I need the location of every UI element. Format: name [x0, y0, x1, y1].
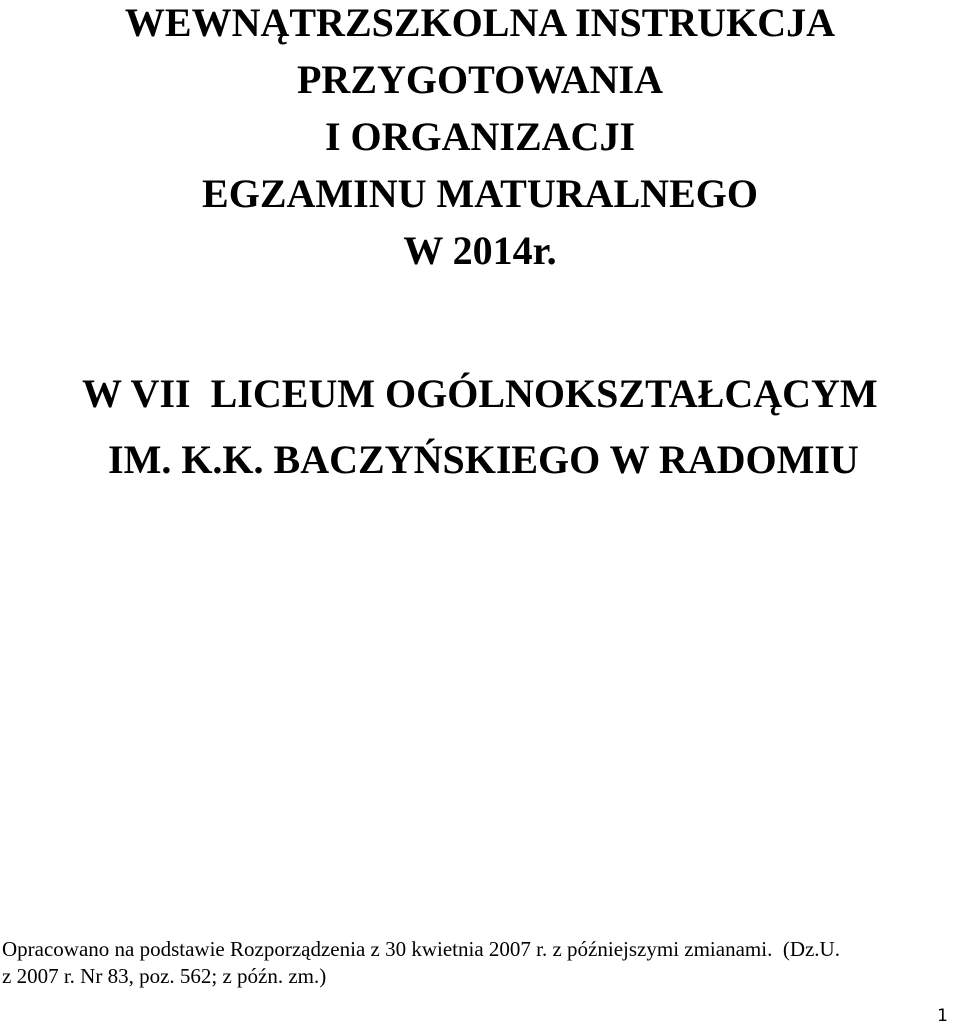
school-name-line-2: IM. K.K. BACZYŃSKIEGO W RADOMIU	[108, 437, 859, 482]
document-title	[0, 0, 960, 279]
page-number: 1	[937, 1006, 948, 1026]
title-line-5: W 2014r.	[403, 228, 557, 273]
legal-basis-line-2: z 2007 r. Nr 83, poz. 562; z późn. zm.)	[2, 964, 327, 988]
legal-basis-line-1: Opracowano na podstawie Rozporządzenia z 30 kwietnia 2007 r. z późniejszymi zmianami. (Dz.U.	[2, 937, 840, 961]
legal-basis-note	[2, 936, 958, 990]
title-line-3: I ORGANIZACJI	[324, 114, 636, 159]
title-line-2: PRZYGOTOWANIA	[297, 57, 663, 102]
title-line-1: WEWNĄTRZSZKOLNA INSTRUKCJA	[124, 0, 836, 45]
title-line-4: EGZAMINU MATURALNEGO	[202, 171, 758, 216]
school-name-line-1: W VII LICEUM OGÓLNOKSZTAŁCĄCYM	[82, 371, 878, 416]
